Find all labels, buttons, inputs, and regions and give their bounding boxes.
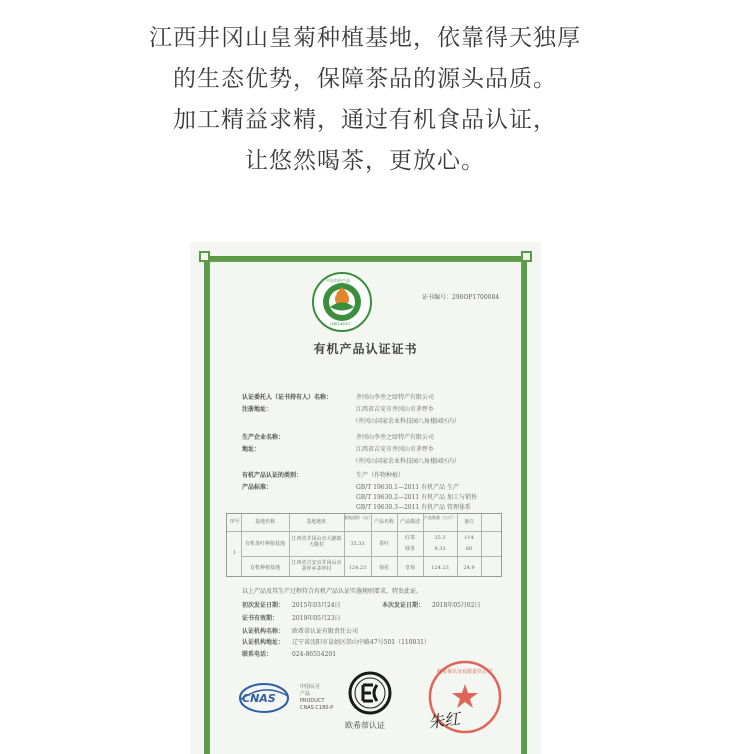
table-cell: 菊花 — [378, 565, 389, 571]
field-value: GB/T 19630.2—2011 有机产品 加工与销售 — [356, 494, 478, 501]
cnas-line: PRODUCT — [300, 698, 325, 704]
table-header: 基地地址 — [306, 519, 327, 525]
table-cell: 有机茶叶种植基地 — [244, 541, 285, 547]
field-label: 有机产品认证的类别： — [242, 472, 303, 479]
intro-line: 的生态优势，保障茶品的源头品质。 — [173, 66, 557, 92]
table-header: 基地名称 — [254, 519, 275, 525]
field-label: 地址： — [242, 446, 261, 453]
organic-certificate — [190, 242, 541, 754]
first-issue-label: 初次发证日期： — [242, 602, 285, 609]
certificate-number: 证书编号：290OP1700084 — [422, 294, 500, 301]
field-value: 江西省吉安市井冈山市茅坪乡 — [356, 446, 435, 453]
valid-date: 2019年05月23日 — [292, 615, 341, 622]
field-value: 井冈山李井之绿特产有限公司 — [356, 434, 435, 441]
table-header: 产品描述 — [399, 519, 420, 525]
intro-line: 江西井冈山皇菊种植基地，依靠得天独厚 — [149, 25, 581, 51]
table-cell: 35.3 — [434, 535, 446, 541]
table-cell: 124.23 — [431, 565, 449, 571]
intro-line: 加工精益求精，通过有机食品认证， — [173, 107, 557, 133]
cnas-line: 产品 — [300, 691, 311, 697]
table-cell: 皇菊 — [404, 565, 415, 571]
table-cell: 江西省井冈山市大陇镇大陇村 — [291, 536, 342, 548]
certificate-title: 有机产品认证证书 — [313, 342, 418, 356]
cnas-line: CNAS C180-P — [300, 705, 334, 711]
table-cell: 茶叶 — [378, 541, 389, 547]
org-phone: 024-86554201 — [292, 651, 337, 658]
org-phone-label: 联系电话： — [242, 651, 273, 658]
table-cell: 有机种植基地 — [249, 565, 280, 571]
field-value: GB/T 19630.1—2011 有机产品 生产 — [356, 484, 460, 491]
table-cell: 绿茶 — [404, 546, 415, 552]
intro-text — [0, 18, 730, 182]
cnas-logo-text: CNAS — [242, 692, 276, 705]
field-value: 生产（作物种植） — [356, 472, 405, 479]
field-value: （井冈山国家农业科技园八角楼园区内） — [352, 458, 461, 465]
table-header: 基地面积（亩） — [344, 515, 372, 520]
field-value: （井冈山国家农业科技园八角楼园区内） — [352, 418, 461, 425]
first-issue-date: 2015年03月24日 — [292, 602, 341, 609]
seal-bottom-text: ORGANIC — [330, 321, 351, 326]
table-cell: 35.33 — [350, 541, 365, 547]
seal-top-text: 中国有机产品 — [326, 278, 350, 283]
table-cell: 1 — [232, 550, 237, 556]
field-label: 注册地址： — [242, 406, 273, 413]
field-label: 产品标准： — [242, 484, 273, 491]
org-addr: 辽宁省沈阳市皇姑区崇山中路47号501（110031） — [292, 639, 430, 646]
table-header: 产品数量（公斤） — [424, 515, 456, 520]
field-value: 井冈山李井之绿特产有限公司 — [356, 394, 435, 401]
table-cell: 24.9 — [463, 565, 475, 571]
field-value: 江西省吉安市井冈山市茅坪乡 — [356, 406, 435, 413]
product-table — [226, 513, 502, 577]
table-header: 备注 — [463, 519, 474, 525]
intro-line: 让悠然喝茶，更放心。 — [245, 148, 485, 174]
table-header: 产品名称 — [373, 519, 394, 525]
table-header: 序号 — [229, 519, 240, 525]
stamp-text: 欧希蒂认证有限责任公司 — [437, 669, 493, 675]
table-cell: 114 — [464, 535, 474, 541]
field-label: 认证委托人（证书持有人）名称： — [242, 394, 333, 401]
current-issue-label: 本次发证日期： — [382, 602, 425, 609]
org-name: 欧希蒂认证有限责任公司 — [292, 628, 359, 635]
certificate-note: 以上产品及其生产过程符合有机产品认证实施规则要求，特发此证。 — [242, 588, 423, 595]
valid-label: 证书有效期： — [242, 615, 279, 622]
ec-seal-label: 欧希蒂认证 — [345, 721, 385, 730]
org-addr-label: 认证机构地址： — [242, 639, 285, 646]
table-cell: 江西省吉安市井冈山市茅坪乡茅坪村 — [291, 560, 342, 572]
current-issue-date: 2018年05月02日 — [432, 602, 481, 609]
table-cell: 60 — [465, 546, 473, 552]
org-name-label: 认证机构名称： — [242, 628, 285, 635]
signature: 朱红 — [426, 708, 462, 733]
table-cell: 124.23 — [348, 565, 367, 571]
field-label: 生产企业名称： — [242, 434, 285, 441]
ec-certification-seal-icon — [345, 669, 395, 719]
table-cell: 9.33 — [434, 546, 446, 552]
table-cell: 红茶 — [404, 535, 415, 541]
field-value: GB/T 19630.3—2011 有机产品 管理体系 — [356, 504, 472, 511]
cnas-line: 中国认可 — [300, 684, 321, 690]
